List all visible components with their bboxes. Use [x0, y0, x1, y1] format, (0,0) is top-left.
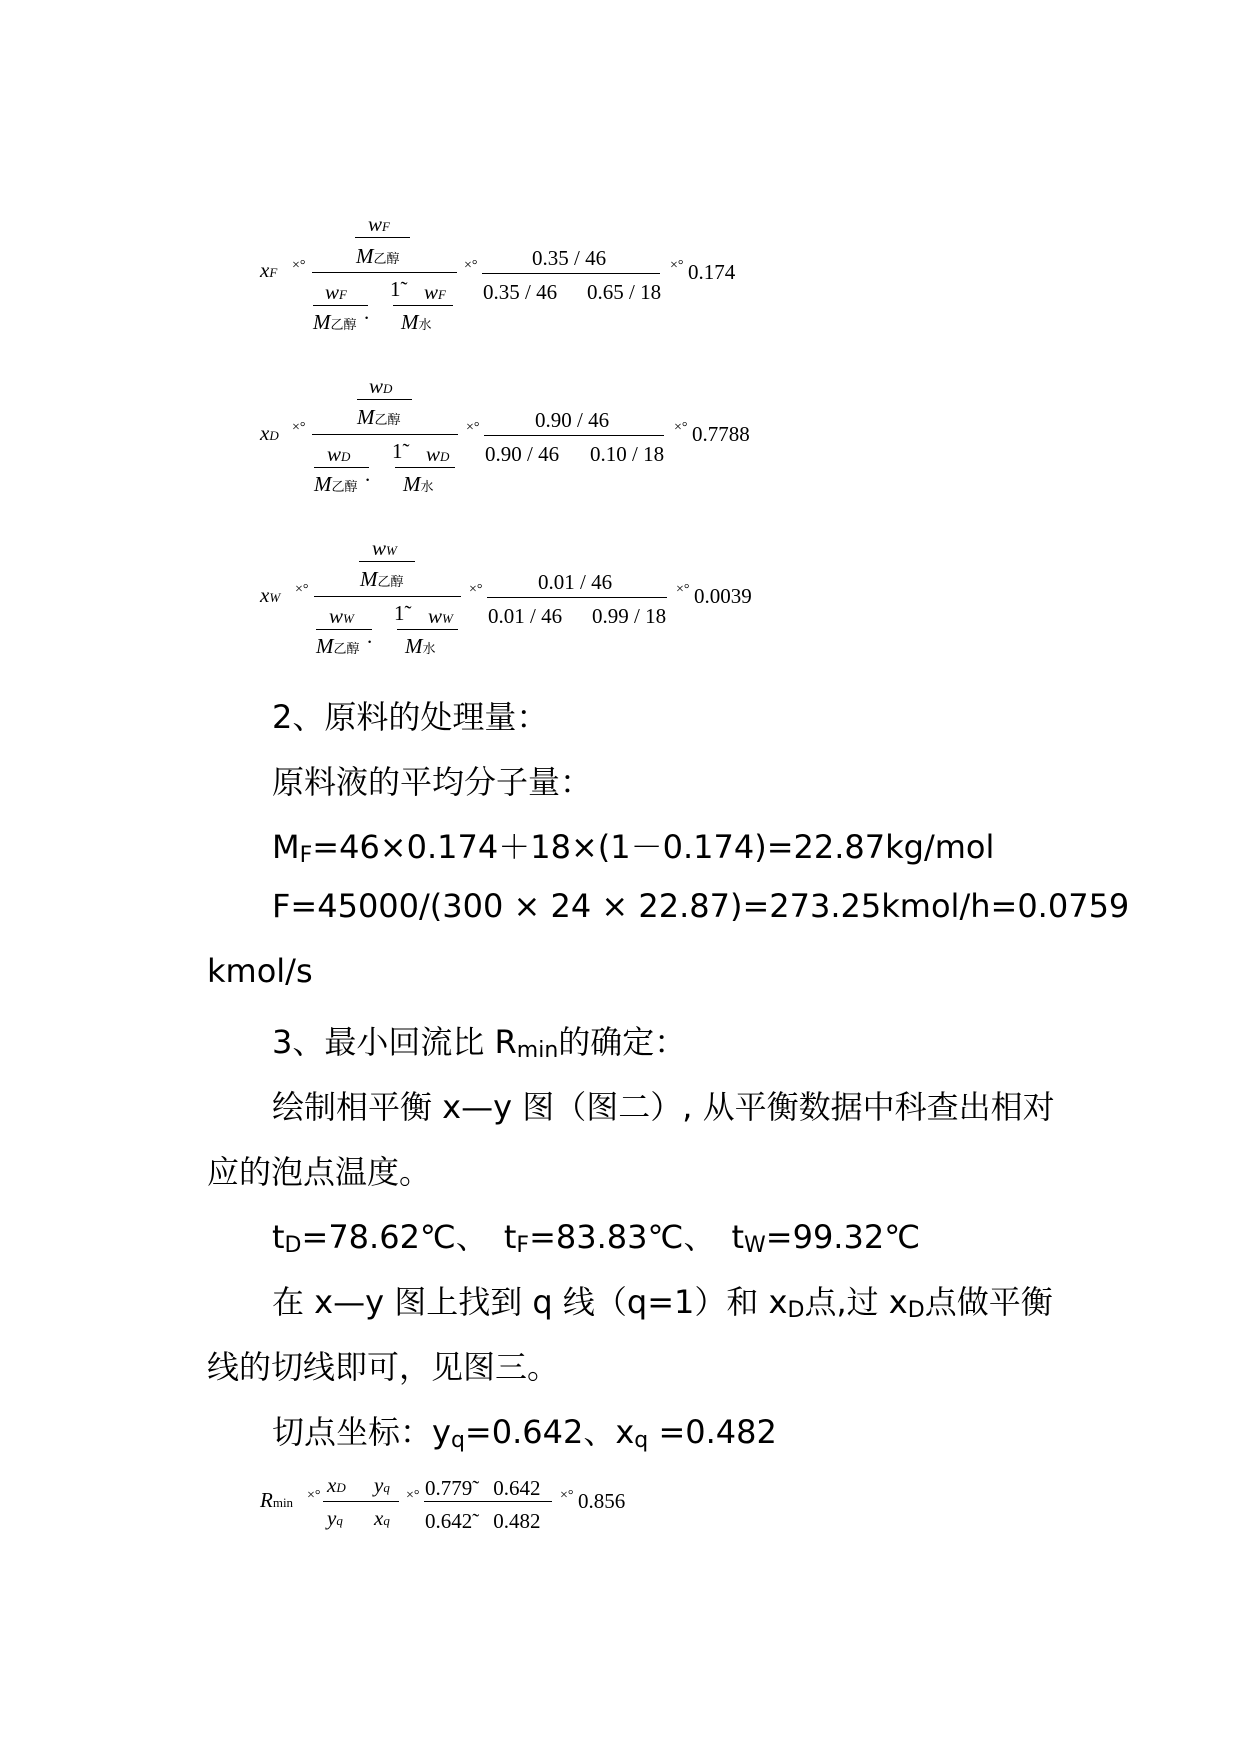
xd-den-M2: M水 [403, 472, 434, 496]
xd-den-M1: M乙醇 [314, 472, 358, 496]
xd-lhs: xD [260, 421, 279, 445]
xw-den-value-b: 0.99 / 18 [592, 604, 667, 628]
equals-mark: ×° [670, 258, 684, 273]
paragraph-tangent-point: 切点坐标：$y_q=0.642$、$x_q =0.482$ [272, 1413, 777, 1453]
paragraph-xy-diagram: 绘制相平衡 x—y 图（图二）, 从平衡数据中科查出相对 [272, 1088, 1055, 1126]
xf-num-M: M乙醇 [356, 244, 400, 268]
xw-den-value-a: 0.01 / 46 [488, 604, 563, 628]
rmin-num-xd: xD [327, 1473, 346, 1497]
xd-num-M: M乙醇 [357, 405, 401, 429]
equals-mark: ×° [292, 420, 306, 435]
xf-one-minus: 1̃ [390, 277, 401, 301]
xf-den-w1: wF [325, 280, 347, 304]
section-2-heading: 2、原料的处理量： [272, 698, 549, 736]
xw-num-w: wW [372, 536, 397, 560]
equals-mark: ×° [676, 582, 690, 597]
paragraph-tangent: 线的切线即可，见图三。 [207, 1348, 560, 1386]
equals-mark: ×° [295, 582, 309, 597]
equals-mark: ×° [307, 1488, 321, 1503]
rmin-den-value: 0.642̃ 0.482 [425, 1509, 541, 1533]
xd-den-value-b: 0.10 / 18 [590, 442, 665, 466]
xw-den-M2: M水 [405, 634, 436, 658]
paragraph-f-unit: kmol/s [207, 952, 313, 990]
xd-den-w2: wD [426, 442, 450, 466]
xd-num-value: 0.90 / 46 [535, 408, 610, 432]
xf-lhs: xF [260, 258, 278, 282]
xf-den-value-b: 0.65 / 18 [587, 280, 662, 304]
paragraph-q-line: 在 x—y 图上找到 q 线（q=1）和 $x_D$点,过 $x_D$点做平衡 [272, 1283, 1053, 1323]
rmin-den-yq: yq [327, 1506, 343, 1530]
xf-den-value-a: 0.35 / 46 [483, 280, 558, 304]
xw-den-w1: wW [329, 604, 354, 628]
equals-mark: ×° [406, 1488, 420, 1503]
xd-den-w1: wD [327, 442, 351, 466]
xw-den-M1: M乙醇 [316, 634, 360, 658]
rmin-lhs: Rmin [260, 1488, 294, 1512]
equals-mark: ×° [674, 420, 688, 435]
xd-num-w: wD [369, 374, 393, 398]
rmin-num-yq: yq [374, 1473, 390, 1497]
xw-num-value: 0.01 / 46 [538, 570, 613, 594]
paragraph-mf: $M_F=46\times 0.174+18\times(1-0.174)=22.87kg$/mol [272, 828, 995, 868]
equals-mark: ×° [560, 1488, 574, 1503]
xw-num-M: M乙醇 [360, 567, 404, 591]
equals-mark: ×° [466, 420, 480, 435]
xf-result: 0.174 [688, 260, 736, 284]
paragraph-avg-molecular-weight: 原料液的平均分子量： [272, 763, 593, 801]
xd-one-minus: 1̃ [392, 439, 403, 463]
equals-mark: ×° [292, 258, 306, 273]
xw-lhs: xW [260, 583, 281, 607]
paragraph-bubble-temp: 应的泡点温度。 [207, 1153, 432, 1191]
equals-mark: ×° [469, 582, 483, 597]
xf-den-M1: M乙醇 [313, 310, 357, 334]
xf-num-w: wF [368, 212, 390, 236]
rmin-num-value: 0.779̃ 0.642 [425, 1476, 541, 1500]
xd-result: 0.7788 [692, 422, 750, 446]
xf-den-M2: M水 [401, 310, 432, 334]
section-3-heading: 3、最小回流比 $R_{min}$的确定： [272, 1023, 687, 1063]
equals-mark: ×° [464, 258, 478, 273]
xd-den-value-a: 0.90 / 46 [485, 442, 560, 466]
rmin-result: 0.856 [578, 1489, 626, 1513]
xf-num-value: 0.35 / 46 [532, 246, 607, 270]
rmin-den-xq: xq [374, 1506, 390, 1530]
xw-one-minus: 1̃ [394, 601, 405, 625]
xf-den-w2: wF [424, 280, 446, 304]
xw-result: 0.0039 [694, 584, 752, 608]
paragraph-temperatures: $t_D=78.62℃$、 $t_F=83.83℃$、 $t_W=99.32℃$ [272, 1218, 921, 1258]
xw-den-w2: wW [428, 604, 453, 628]
paragraph-f: F=45000/(300 × 24 × 22.87)=273.25kmol/h=0.0759 [272, 887, 1130, 925]
